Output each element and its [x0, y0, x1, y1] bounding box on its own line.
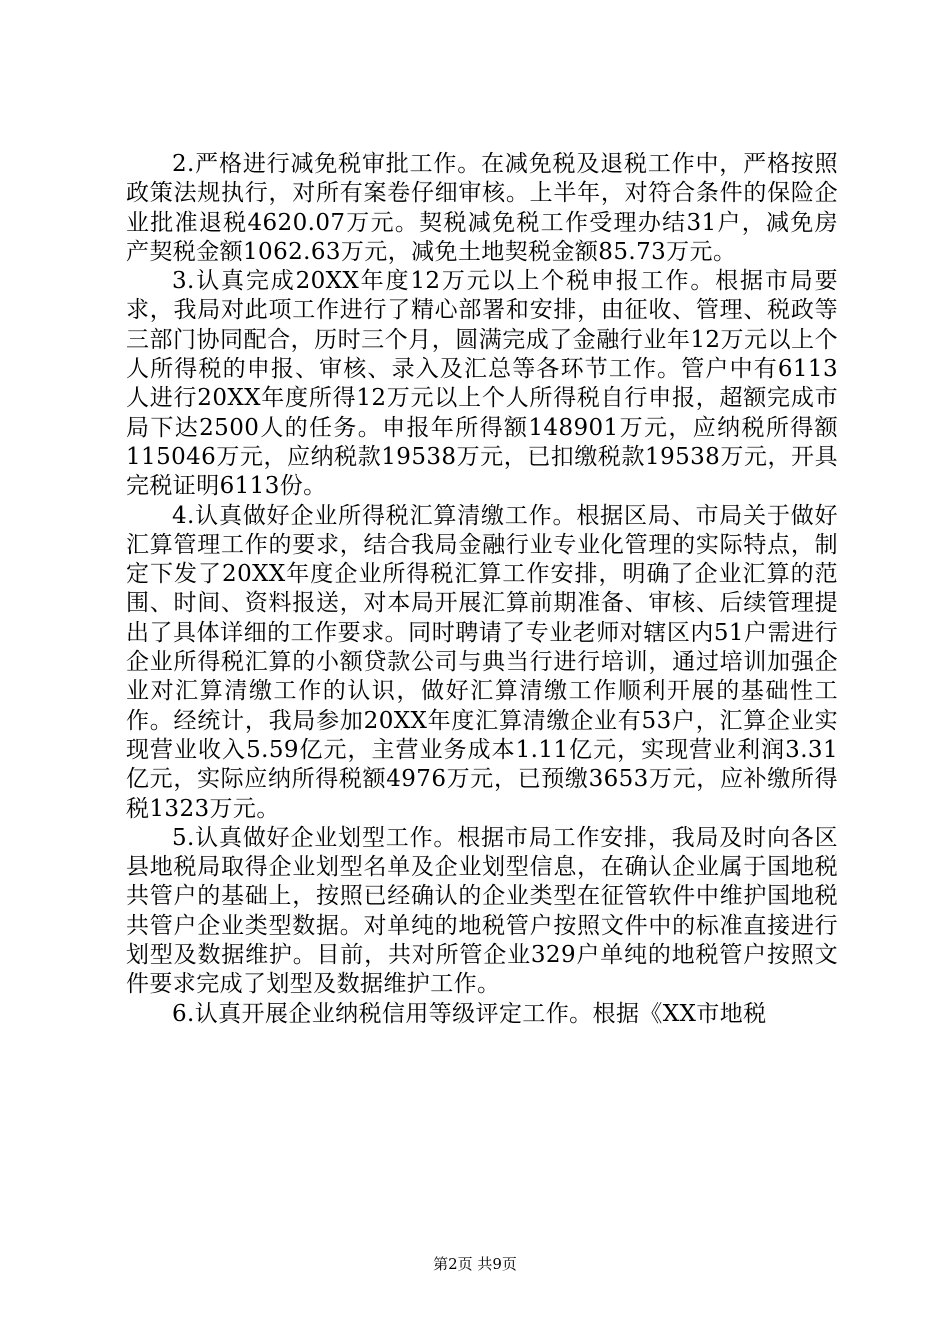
paragraph-item-3: 3.认真完成20XX年度12万元以上个税申报工作。根据市局要求，我局对此项工作进行了精心部署和安排，由征收、管理、税政等三部门协同配合，历时三个月，圆满完成了金融行业年12万元以上个人所得税的申报、审核、录入及汇总等各环节工作。管户中有6113人进行20XX年度所得12万元以上个人所得税自行申报，超额完成市局下达2500人的任务。申报年所得额148901万元，应纳税所得额115046万元，应纳税款19538万元，已扣缴税款19538万元，开具完税证明6113份。 — [126, 268, 838, 500]
paragraph-item-5: 5.认真做好企业划型工作。根据市局工作安排，我局及时向各区县地税局取得企业划型名单及企业划型信息，在确认企业属于国地税共管户的基础上，按照已经确认的企业类型在征管软件中维护国地税共管户企业类型数据。对单纯的地税管户按照文件中的标准直接进行划型及数据维护。目前，共对所管企业329户单纯的地税管户按照文件要求完成了划型及数据维护工作。 — [126, 824, 838, 998]
paragraph-item-6: 6.认真开展企业纳税信用等级评定工作。根据《XX市地税 — [172, 1000, 767, 1027]
paragraph-item-4: 4.认真做好企业所得税汇算清缴工作。根据区局、市局关于做好汇算管理工作的要求，结合我局金融行业专业化管理的实际特点，制定下发了20XX年度企业所得税汇算工作安排，明确了企业汇算的范围、时间、资料报送，对本局开展汇算前期准备、审核、后续管理提出了具体详细的工作要求。同时聘请了专业老师对辖区内51户需进行企业所得税汇算的小额贷款公司与典当行进行培训，通过培训加强企业对汇算清缴工作的认识，做好汇算清缴工作顺利开展的基础性工作。经统计，我局参加20XX年度汇算清缴企业有53户，汇算企业实现营业收入5.59亿元，主营业务成本1.11亿元，实现营业利润3.31亿元，实际应纳所得税额4976万元，已预缴3653万元，应补缴所得税1323万元。 — [126, 502, 838, 822]
document-body — [126, 150, 838, 1029]
page-number-footer: 第2页 共9页 — [433, 1255, 517, 1273]
paragraph-item-2: 2.严格进行减免税审批工作。在减免税及退税工作中，严格按照政策法规执行，对所有案卷仔细审核。上半年，对符合条件的保险企业批准退税4620.07万元。契税减免税工作受理办结31户，减免房产契税金额1062.63万元，减免土地契税金额85.73万元。 — [126, 151, 838, 265]
